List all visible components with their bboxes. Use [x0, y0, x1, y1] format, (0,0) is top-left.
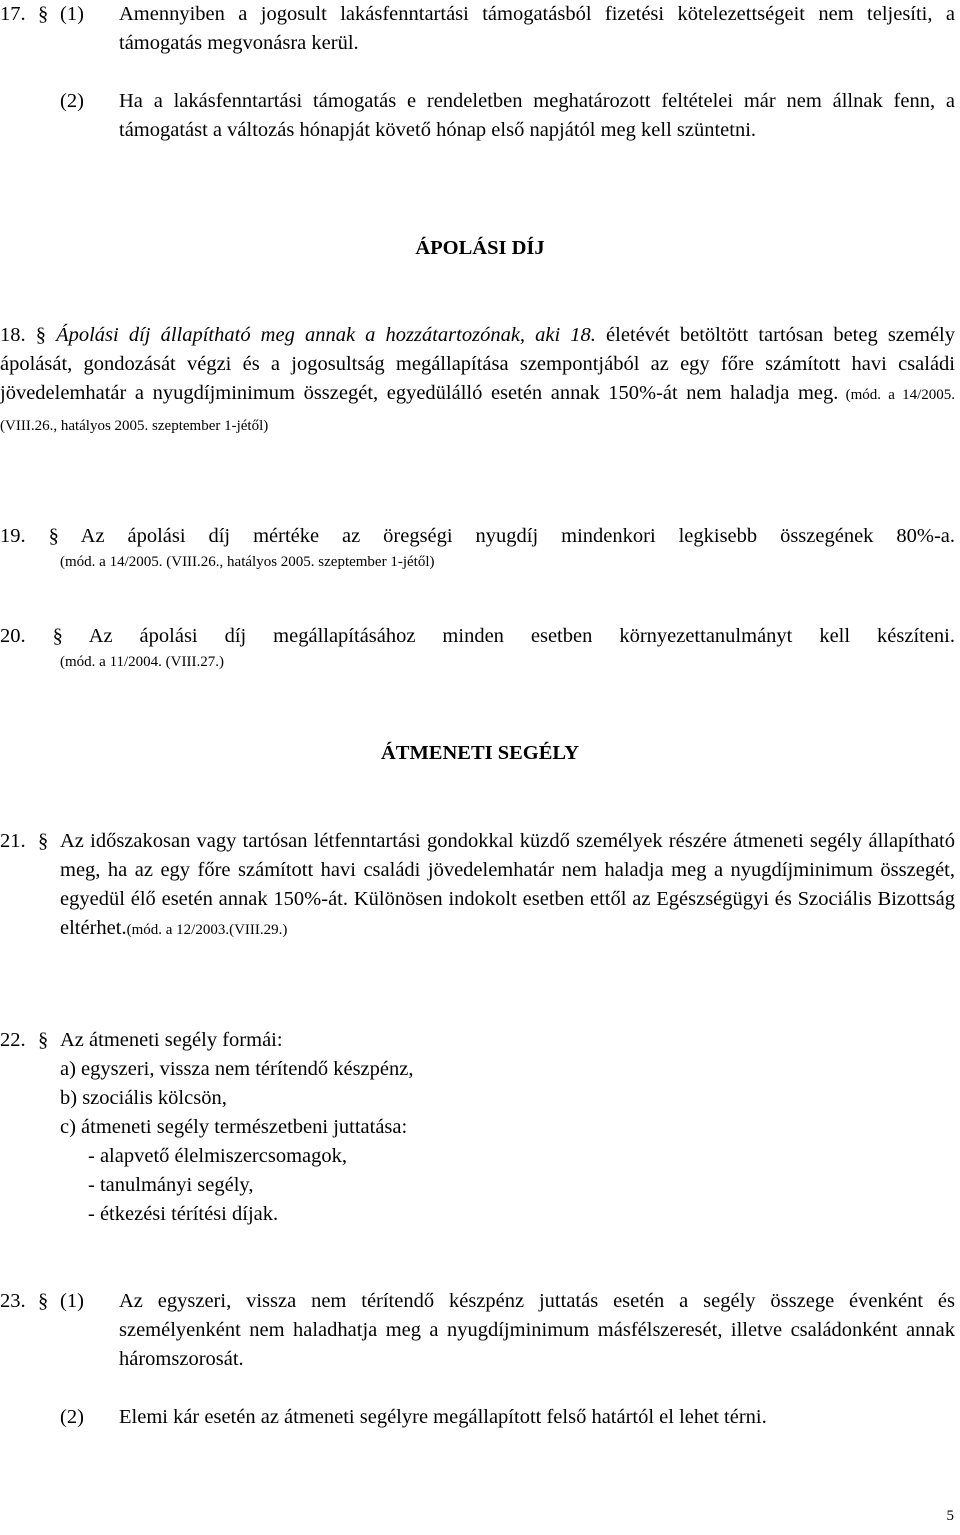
section-20	[0, 622, 955, 651]
section-sign: §	[35, 324, 46, 346]
section-sign: §	[48, 525, 59, 547]
section-22-marker	[0, 1026, 60, 1055]
paragraph-number: (2)	[60, 90, 84, 112]
section-sign: §	[38, 1029, 49, 1051]
list-item: b) szociális kölcsön,	[60, 1087, 227, 1109]
section-21-text-block	[60, 827, 955, 945]
section-17-paragraph-2: Ha a lakásfenntartási támogatás e rendeletben meghatározott feltételei már nem állnak fenn, a támogatást a változás hónapját követő hónap első napjától meg kell szüntetni.	[119, 90, 955, 141]
sub-list-item: - alapvető élelmiszercsomagok,	[88, 1145, 347, 1167]
section-17-paragraph-1: Amennyiben a jogosult lakásfenntartási támogatásból fizetési kötelezettségeit nem teljesíti, a támogatás megvonásra kerül.	[119, 3, 955, 54]
section-sign: §	[38, 3, 49, 25]
section-sign: §	[38, 1290, 49, 1312]
section-22-intro: Az átmeneti segély formái:	[60, 1029, 283, 1051]
amendment-note: (mód. a 14/2005. (VIII.26., hatályos 2005. szeptember 1-jétől)	[60, 554, 435, 570]
list-item: a) egyszeri, vissza nem térítendő készpénz,	[60, 1058, 414, 1080]
amendment-note: (mód. a 12/2003.(VIII.29.)	[126, 922, 288, 938]
section-number: 23.	[0, 1290, 26, 1312]
section-20-text: Az ápolási díj megállapításához minden esetben környezettanulmányt kell készíteni.	[88, 625, 956, 647]
section-18-italic-text: Ápolási díj állapítható meg annak a hozzátartozónak, aki 18.	[56, 324, 596, 346]
section-23-marker	[0, 1287, 119, 1316]
section-number: 18.	[0, 324, 26, 346]
section-19	[0, 522, 955, 551]
section-21-text: Az időszakosan vagy tartósan létfenntartási gondokkal küzdő személyek részére átmeneti segély állapítható meg, ha az egy főre számított havi családi jövedelemhatár nem haladja meg a nyugdíjminimum összegét, egyedül élő esetén annak 150%-át. Különösen indokolt esetben ettől az Egészségügyi és Szociális Bizottság eltérhet.	[60, 830, 955, 939]
section-number: 17.	[0, 3, 26, 25]
section-number: 21.	[0, 830, 26, 852]
heading-atmeneti-segely: ÁTMENETI SEGÉLY	[380, 742, 580, 764]
sub-list-item: - tanulmányi segély,	[88, 1174, 254, 1196]
section-sign: §	[38, 830, 49, 852]
section-number: 22.	[0, 1029, 26, 1051]
page-number: 5	[946, 1508, 954, 1524]
section-21-marker	[0, 827, 60, 856]
amendment-note: (mód. a 11/2004. (VIII.27.)	[60, 654, 224, 670]
section-sign: §	[52, 625, 63, 647]
list-item: c) átmeneti segély természetbeni juttatása:	[60, 1116, 408, 1138]
sub-list-item: - étkezési térítési díjak.	[88, 1203, 279, 1225]
paragraph-number: (1)	[60, 1290, 84, 1312]
section-19-text: Az ápolási díj mértéke az öregségi nyugdíj mindenkori legkisebb összegének 80%-a.	[80, 525, 955, 547]
heading-apolasi-dij: ÁPOLÁSI DÍJ	[415, 237, 545, 259]
section-23-paragraph-2: Elemi kár esetén az átmeneti segélyre megállapított felső határtól el lehet térni.	[119, 1406, 767, 1428]
amendment-note: (mód. a 14/2005. (VIII.26., hatályos 2005. szeptember 1-jétől)	[0, 387, 955, 434]
paragraph-number: (1)	[60, 3, 84, 25]
section-18	[0, 321, 955, 441]
section-23-paragraph-1: Az egyszeri, vissza nem térítendő készpénz juttatás esetén a segély összege évenként és személyenként nem haladhatja meg a nyugdíjminimum másfélszeresét, illetve családonként annak háromszorosát.	[119, 1290, 955, 1370]
paragraph-number: (2)	[60, 1406, 84, 1428]
section-number: 19.	[0, 525, 26, 547]
section-18-text: életévét betöltött tartósan beteg személy ápolását, gondozását végzi és a jogosultság megállapítása szempontjából az egy főre számított havi családi jövedelemhatár a nyugdíjminimum összegét, egyedülálló esetén annak 150%-át nem haladja meg.	[0, 324, 955, 404]
section-number: 20.	[0, 625, 26, 647]
